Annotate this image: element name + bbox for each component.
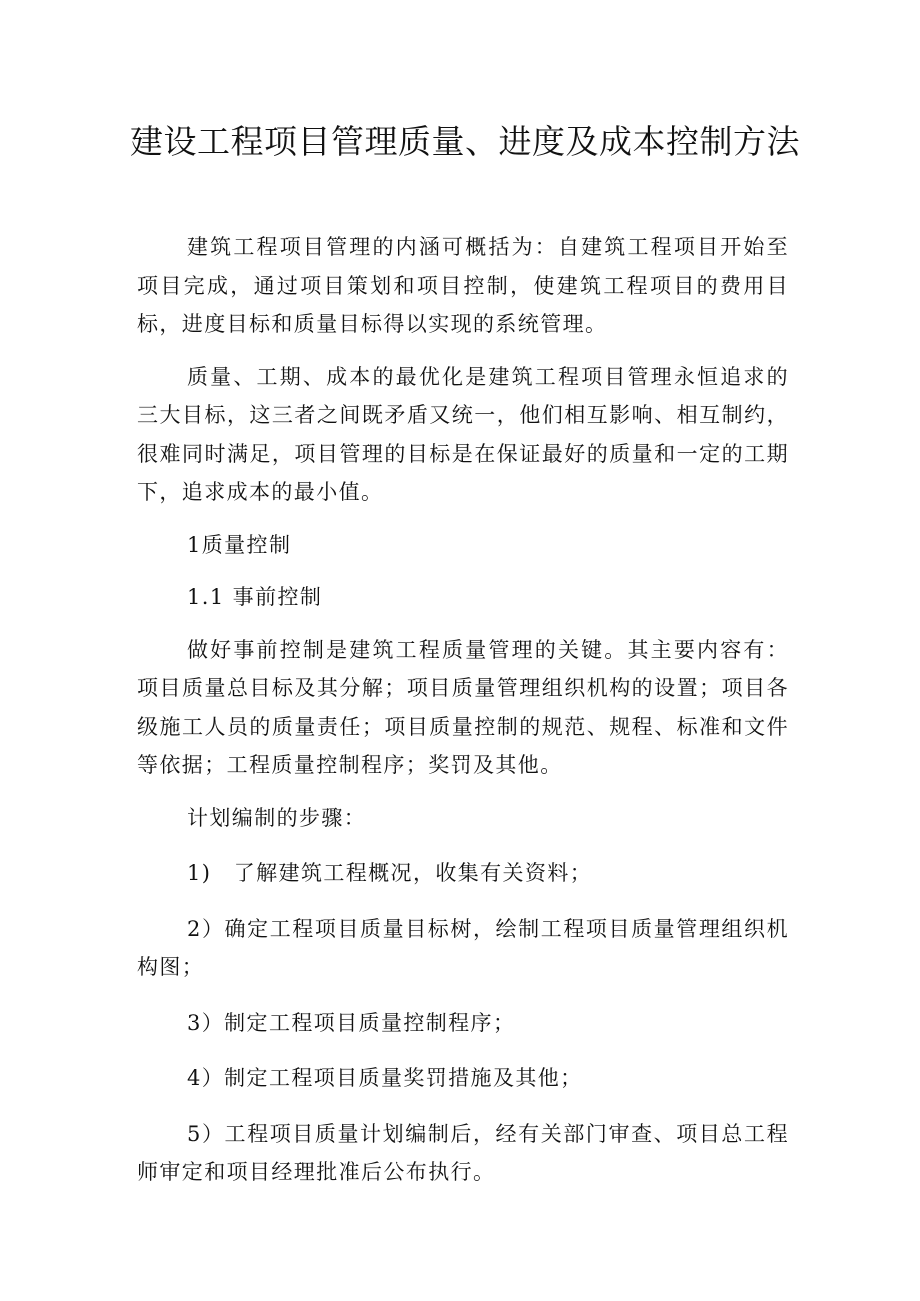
list-item-step-1: 1) 了解建筑工程概况，收集有关资料； xyxy=(187,861,593,885)
document-body xyxy=(137,228,789,1192)
list-item-step-5: 5）工程项目质量计划编制后，经有关部门审查、项目总工程师审定和项目经理批准后公布执行。 xyxy=(137,1121,789,1184)
paragraph-pre-control: 做好事前控制是建筑工程质量管理的关键。其主要内容有：项目质量总目标及其分解；项目质量管理组织机构的设置；项目各级施工人员的质量责任；项目质量控制的规范、规程、标准和文件等依据；工程质量控制程序；奖罚及其他。 xyxy=(137,637,789,777)
paragraph-intro: 建筑工程项目管理的内涵可概括为：自建筑工程项目开始至项目完成，通过项目策划和项目控制，使建筑工程项目的费用目标，进度目标和质量目标得以实现的系统管理。 xyxy=(137,235,789,336)
document-title: 建设工程项目管理质量、进度及成本控制方法 xyxy=(130,122,800,161)
list-item-step-4: 4）制定工程项目质量奖罚措施及其他； xyxy=(187,1066,583,1090)
list-item-step-3: 3）制定工程项目质量控制程序； xyxy=(187,1010,516,1035)
list-item-step-2: 2）确定工程项目质量目标树，绘制工程项目质量管理组织机构图； xyxy=(137,916,789,979)
subsection-heading-pre-control: 1.1 事前控制 xyxy=(187,585,323,609)
paragraph-plan-steps-heading: 计划编制的步骤： xyxy=(187,805,367,830)
paragraph-objectives: 质量、工期、成本的最优化是建筑工程项目管理永恒追求的三大目标，这三者之间既矛盾又统一，他们相互影响、相互制约，很难同时满足，项目管理的目标是在保证最好的质量和一定的工期下，追求成本的最小值。 xyxy=(137,364,789,504)
section-heading-quality-control: 1质量控制 xyxy=(187,532,292,557)
